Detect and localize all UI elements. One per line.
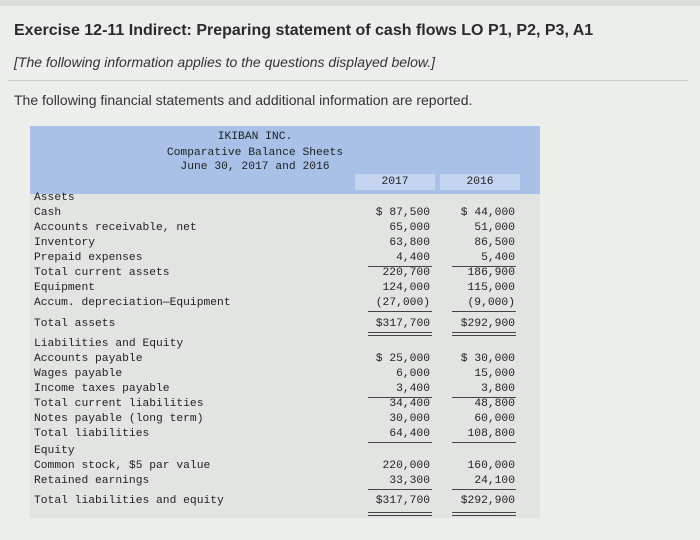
row-label: Total liabilities and equity xyxy=(34,495,224,507)
row-value-2016: 86,500 xyxy=(474,237,515,249)
column-header-2016: 2016 xyxy=(440,174,520,190)
row-value-2016: 24,100 xyxy=(474,475,515,487)
underline-rule xyxy=(368,266,432,267)
row-value-2016: (9,000) xyxy=(467,297,515,309)
row-value-2017: $ 87,500 xyxy=(375,207,430,219)
row-value-2017: 34,400 xyxy=(389,398,430,410)
row-value-2016: 5,400 xyxy=(481,252,515,264)
balance-sheet xyxy=(30,126,540,518)
applies-note: [The following information applies to the questions displayed below.] xyxy=(14,54,436,70)
row-label: Income taxes payable xyxy=(34,383,170,395)
row-value-2017: (27,000) xyxy=(375,297,430,309)
row-value-2017: 63,800 xyxy=(389,237,430,249)
row-value-2016: 108,800 xyxy=(467,428,515,440)
underline-rule xyxy=(368,311,432,312)
row-value-2017: $ 25,000 xyxy=(375,353,430,365)
row-label: Prepaid expenses xyxy=(34,252,143,264)
row-value-2016: 48,800 xyxy=(474,398,515,410)
row-label: Assets xyxy=(34,192,75,204)
row-label: Wages payable xyxy=(34,368,123,380)
row-label: Accounts receivable, net xyxy=(34,222,197,234)
underline-rule xyxy=(368,442,432,443)
underline-rule xyxy=(452,397,516,398)
row-value-2016: 160,000 xyxy=(467,460,515,472)
intro-text: The following financial statements and additional information are reported. xyxy=(14,92,473,108)
row-value-2017: $317,700 xyxy=(375,318,430,330)
row-value-2017: 33,300 xyxy=(389,475,430,487)
row-label: Notes payable (long term) xyxy=(34,413,204,425)
row-value-2016: $ 30,000 xyxy=(460,353,515,365)
row-value-2017: $317,700 xyxy=(375,495,430,507)
underline-rule xyxy=(368,515,432,516)
row-value-2016: 15,000 xyxy=(474,368,515,380)
row-label: Total current liabilities xyxy=(34,398,204,410)
underline-rule xyxy=(368,335,432,336)
statement-dates: June 30, 2017 and 2016 xyxy=(180,161,330,173)
underline-rule xyxy=(368,489,432,490)
row-label: Equipment xyxy=(34,282,96,294)
row-value-2016: $292,900 xyxy=(460,495,515,507)
company-name: IKIBAN INC. xyxy=(217,131,293,143)
row-value-2016: $292,900 xyxy=(460,318,515,330)
underline-rule xyxy=(452,512,516,513)
row-value-2016: 3,800 xyxy=(481,383,515,395)
row-label: Accum. depreciation—Equipment xyxy=(34,297,231,309)
row-value-2017: 64,400 xyxy=(389,428,430,440)
row-value-2017: 3,400 xyxy=(396,383,430,395)
underline-rule xyxy=(452,489,516,490)
row-value-2016: 115,000 xyxy=(467,282,515,294)
divider xyxy=(8,80,688,81)
underline-rule xyxy=(368,397,432,398)
column-header-2017: 2017 xyxy=(355,174,435,190)
row-value-2016: 60,000 xyxy=(474,413,515,425)
underline-rule xyxy=(452,442,516,443)
row-label: Total current assets xyxy=(34,267,170,279)
row-value-2017: 6,000 xyxy=(396,368,430,380)
underline-rule xyxy=(452,332,516,333)
underline-rule xyxy=(452,311,516,312)
row-label: Common stock, $5 par value xyxy=(34,460,211,472)
row-label: Retained earnings xyxy=(34,475,150,487)
underline-rule xyxy=(368,512,432,513)
row-label: Total assets xyxy=(34,318,116,330)
row-label: Total liabilities xyxy=(34,428,150,440)
row-value-2017: 220,000 xyxy=(382,460,430,472)
underline-rule xyxy=(452,515,516,516)
underline-rule xyxy=(452,266,516,267)
row-value-2017: 65,000 xyxy=(389,222,430,234)
row-label: Inventory xyxy=(34,237,96,249)
underline-rule xyxy=(452,335,516,336)
row-value-2017: 220,700 xyxy=(382,267,430,279)
row-label: Equity xyxy=(34,445,75,457)
statement-name: Comparative Balance Sheets xyxy=(166,147,344,159)
row-value-2017: 4,400 xyxy=(396,252,430,264)
row-value-2016: $ 44,000 xyxy=(460,207,515,219)
exercise-title: Exercise 12-11 Indirect: Preparing statement of cash flows LO P1, P2, P3, A1 xyxy=(14,22,594,39)
row-value-2017: 124,000 xyxy=(382,282,430,294)
row-label: Liabilities and Equity xyxy=(34,338,184,350)
row-value-2016: 186,900 xyxy=(467,267,515,279)
row-label: Accounts payable xyxy=(34,353,143,365)
row-value-2017: 30,000 xyxy=(389,413,430,425)
underline-rule xyxy=(368,332,432,333)
row-label: Cash xyxy=(34,207,62,219)
row-value-2016: 51,000 xyxy=(474,222,515,234)
top-strip xyxy=(0,0,700,6)
